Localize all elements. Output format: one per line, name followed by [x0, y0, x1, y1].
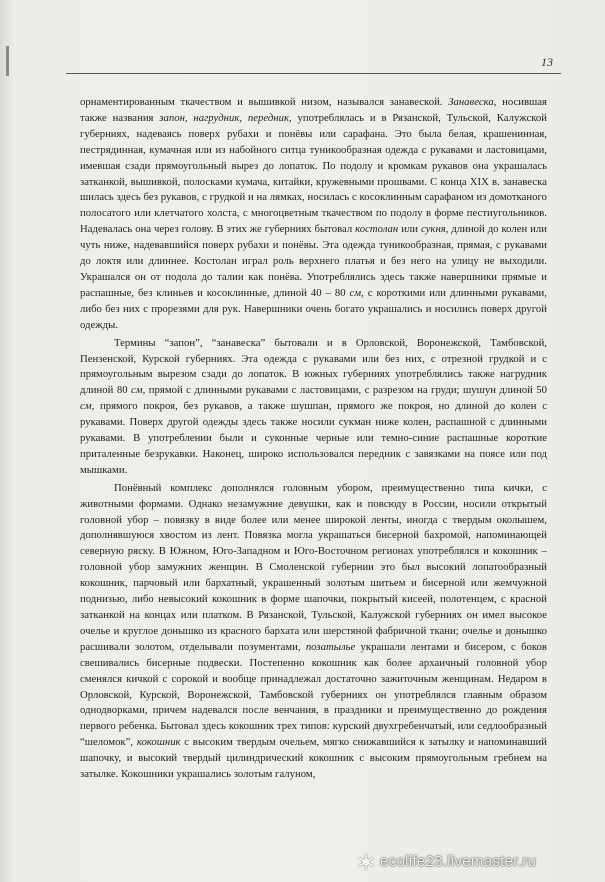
watermark-text: ecolife23.livemaster.ru	[380, 853, 537, 870]
paragraph	[80, 95, 547, 334]
text-run: Понёвный комплекс дополнялся головным убором, преимущественно типа кички, с животными формами. Однако незамужние девушки, как и повсюду в России, носили открытый головной убор – повязку в виде более или менее широкой ленты, иногда с твердым околышем, дополнявшуюся хвостом из лент. Повязка могла украшаться бисерной бахромой, напоминающей северную ряску. В Южном, Юго-Западном и Юго-Восточном регионах употреблялся и кокошник – головной убор замужних женщин. В Смоленской губернии это был высокий лопатообразный кокошник, парчовый или бархатный, украшенный золотым шитьем и бисерной или жемчужной поднизью, либо невысокий кокошник в форме шапочки, покрытый кисеей, полотенцем, с красной затканкой на концах или платком. В Рязанской, Тульской, Калужской губерниях он имел высокое очелье и круглое донышко из красного бархата или шерстяной фабричной ткани; очелье и донышко расшивали золотом, отделывали позументами,	[80, 481, 547, 653]
italic-term: см,	[80, 400, 95, 413]
text-run: длиной до колен или чуть ниже, надевавшийся поверх рубахи и понёвы. Эта одежда туникообразная, прямая, с рукавами до локтя или длиннее. Костолан играл роль верхнего платья и без него на улицу не выходили. Украшался он от подола до талии как понёва. Употреблялись здесь также навершники прямые и распашные, без клиньев и косоклинные, длиной 40 – 80	[80, 223, 548, 299]
binding-shadow	[6, 46, 9, 76]
text-run: носившая также названия	[80, 96, 547, 124]
text-run: прямой с длинными рукавами с ластовицами, с разрезом на груди; шушун длиной 50	[145, 384, 548, 397]
italic-term: см,	[349, 286, 364, 299]
page-number: 13	[541, 55, 553, 69]
italic-term: кокошник	[136, 736, 181, 749]
italic-term: костолан	[355, 223, 399, 236]
snowflake-logo-icon	[357, 853, 375, 871]
text-run: или	[398, 223, 421, 236]
text-run: с короткими или длинными рукавами, либо без них с прорезями для рук. Навершники очень богато украшались и носились поверх другой одежды.	[80, 286, 547, 331]
paragraph	[80, 481, 547, 783]
text-run: с высоким твердым очельем, мягко снижавшийся к затылку и напоминавший шапочку, и высокий твердый цилиндрический кокошник с высоким прямоугольным гребнем на затылке. Кокошники украшались золотым галуном,	[80, 736, 547, 781]
header-rule	[66, 73, 561, 74]
italic-term: запон, нагрудник, передник,	[159, 111, 292, 124]
paragraph	[80, 336, 547, 479]
text-run: употреблялась и в Рязанской, Тульской, Калужской губерниях, надеваясь поверх рубахи и понёвы или сарафана. Это была белая, крашенинная, пестрядинная, кумачная или из набойного ситца туникообразная одежда с рукавами и ластовицами, имевшая сзади прямоугольный вырез до лопаток. По подолу и кромкам рукавов она украшалась затканкой, вышивкой, полосками кумача, китайки, кружевными прошвами. С конца XIX в. занавеска шилась здесь без рукавов, с грудкой и на лямках, носилась с косоклинным сарафаном из домотканого полосатого или клетчатого холста, с многоцветным ткачеством по подолу в форме пестиугольников. Надевалась она через голову. В этих же губерниях бытовал	[80, 111, 547, 236]
text-run: Термины “запон”, “занавеска” бытовали и в Орловской, Воронежской, Тамбовской, Пензенской, Курской губерниях. Эта одежда с рукавами или без них, с отрезной грудкой и с прямоугольным вырезом сзади до лопаток. В южных губерниях употреблялись также нагрудник длиной 80	[80, 336, 547, 397]
italic-term: Занавеска,	[448, 96, 497, 108]
text-run: прямого покроя, без рукавов, а также шушпан, прямого же покроя, но длиной до колен с рукавами. Поверх другой одежды здесь также носили сукман ниже колен, распашной с длинными рукавами. В употреблении были и суконные черные или темно-синие распашные короткие приталенные безрукавки. Наконец, широко использовался передник с завязками на поясе или под мышками.	[80, 400, 547, 476]
text-run: орнаментированным ткачеством и вышивкой низом, назывался занавеской.	[80, 96, 449, 108]
italic-term: позатылье	[305, 640, 356, 653]
italic-term: см,	[131, 384, 146, 397]
body-text	[80, 95, 547, 783]
text-run: украшали лентами и бисером, с боков свешивались бисерные подвески. Постепенно кокошник как более архаичный головной убор сменялся кичкой с сорокой и вообще принадлежал достаточно зажиточным женщинам. Недаром в Орловской, Курской, Воронежской, Тамбовской губерниях он употреблялся главным образом однодворками, причем надевался после венчания, в праздники и преимущественно до рождения первого ребенка. Бытовал здесь кокошник трех типов: курский двухгребенчатый, или седлообразный “шеломок”,	[80, 640, 547, 749]
italic-term: сукня,	[420, 223, 449, 236]
